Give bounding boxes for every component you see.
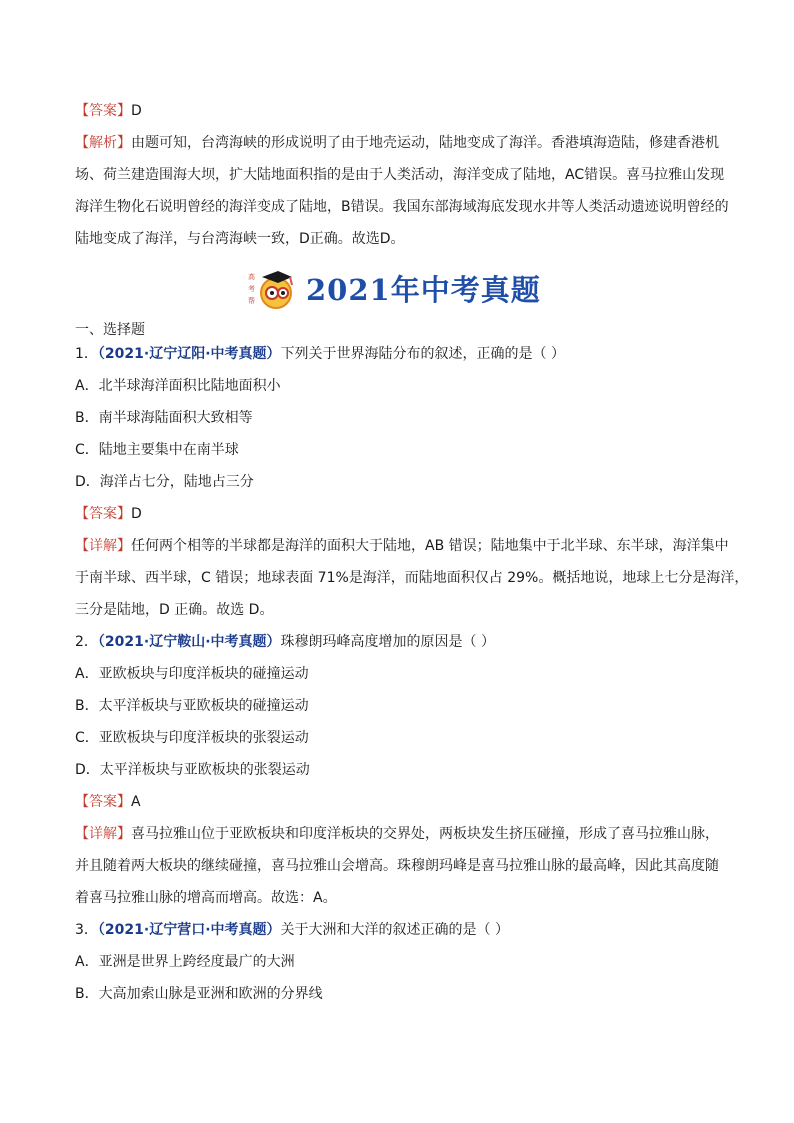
mascot-logo-icon [246, 265, 298, 311]
question-1-option-b: B．南半球海陆面积大致相等 [75, 410, 253, 426]
question-2-stem-line [75, 632, 725, 652]
prev-analysis-line-3: 海洋生物化石说明曾经的海洋变成了陆地，B错误。我国东部海域海底发现水井等人类活动遗迹说明曾经的 [75, 199, 729, 215]
detail-tag: 【详解】 [75, 826, 131, 842]
question-2-detail-line-2: 并且随着两大板块的继续碰撞，喜马拉雅山会增高。珠穆朗玛峰是喜马拉雅山脉的最高峰，因此其高度随 [75, 858, 719, 874]
question-1-answer [75, 504, 725, 524]
question-2-detail-line-1 [75, 824, 725, 844]
svg-text:考: 考 [248, 285, 255, 293]
answer-value: A [131, 794, 141, 810]
question-source: （2021·辽宁辽阳·中考真题） [97, 346, 281, 362]
prev-analysis-line-1 [75, 133, 725, 153]
question-number: 1． [75, 346, 98, 362]
question-source: （2021·辽宁鞍山·中考真题） [97, 634, 281, 650]
question-number: 3． [75, 922, 98, 938]
answer-value: D [131, 506, 142, 522]
question-2-option-c: C．亚欧板块与印度洋板块的张裂运动 [75, 730, 309, 746]
answer-tag: 【答案】 [75, 506, 131, 522]
analysis-text: 由题可知，台湾海峡的形成说明了由于地壳运动，陆地变成了海洋。香港填海造陆，修建香港机 [131, 135, 719, 151]
question-1-option-a: A．北半球海洋面积比陆地面积小 [75, 378, 281, 394]
section-title: 2021年中考真题 [306, 272, 541, 307]
question-1-option-c: C．陆地主要集中在南半球 [75, 442, 239, 458]
prev-analysis-line-2: 场、荷兰建造围海大坝，扩大陆地面积指的是由于人类活动，海洋变成了陆地，AC错误。喜马拉雅山发现 [75, 167, 725, 183]
svg-text:帮: 帮 [248, 297, 255, 305]
question-2-answer [75, 792, 725, 812]
question-2-option-d: D．太平洋板块与亚欧板块的张裂运动 [75, 762, 310, 778]
question-2-option-a: A．亚欧板块与印度洋板块的碰撞运动 [75, 666, 309, 682]
question-1-stem-line [75, 344, 725, 364]
question-number: 2． [75, 634, 98, 650]
answer-value: D [131, 103, 142, 119]
svg-text:高: 高 [248, 273, 255, 281]
answer-tag: 【答案】 [75, 794, 131, 810]
question-3-stem-line [75, 920, 725, 940]
answer-tag: 【答案】 [75, 103, 131, 119]
detail-text: 任何两个相等的半球都是海洋的面积大于陆地，AB 错误；陆地集中于北半球、东半球，海洋集中 [131, 538, 729, 554]
detail-tag: 【详解】 [75, 538, 131, 554]
part-label: 一、选择题 [75, 322, 145, 338]
question-2-detail-line-3: 着喜马拉雅山脉的增高而增高。故选：A。 [75, 890, 337, 906]
prev-analysis-line-4: 陆地变成了海洋，与台湾海峡一致，D正确。故选D。 [75, 231, 405, 247]
question-1-detail-line-2: 于南半球、西半球，C 错误；地球表面 71%是海洋，而陆地面积仅占 29%。概括地说，地球上七分是海洋， [75, 570, 749, 586]
question-source: （2021·辽宁营口·中考真题） [97, 922, 281, 938]
question-1-detail-line-1 [75, 536, 729, 556]
question-1-detail-line-3: 三分是陆地，D 正确。故选 D。 [75, 602, 274, 618]
question-stem: 关于大洲和大洋的叙述正确的是（ ） [280, 922, 509, 938]
question-stem: 下列关于世界海陆分布的叙述，正确的是（ ） [280, 346, 565, 362]
question-3-option-b: B．大高加索山脉是亚洲和欧洲的分界线 [75, 986, 323, 1002]
question-1-option-d: D．海洋占七分，陆地占三分 [75, 474, 254, 490]
section-heading [246, 264, 541, 312]
question-2-option-b: B．太平洋板块与亚欧板块的碰撞运动 [75, 698, 309, 714]
analysis-tag: 【解析】 [75, 135, 131, 151]
detail-text: 喜马拉雅山位于亚欧板块和印度洋板块的交界处，两板块发生挤压碰撞，形成了喜马拉雅山脉， [131, 826, 719, 842]
question-stem: 珠穆朗玛峰高度增加的原因是（ ） [280, 634, 495, 650]
question-3-option-a: A．亚洲是世界上跨经度最广的大洲 [75, 954, 295, 970]
prev-answer-line [75, 101, 725, 121]
